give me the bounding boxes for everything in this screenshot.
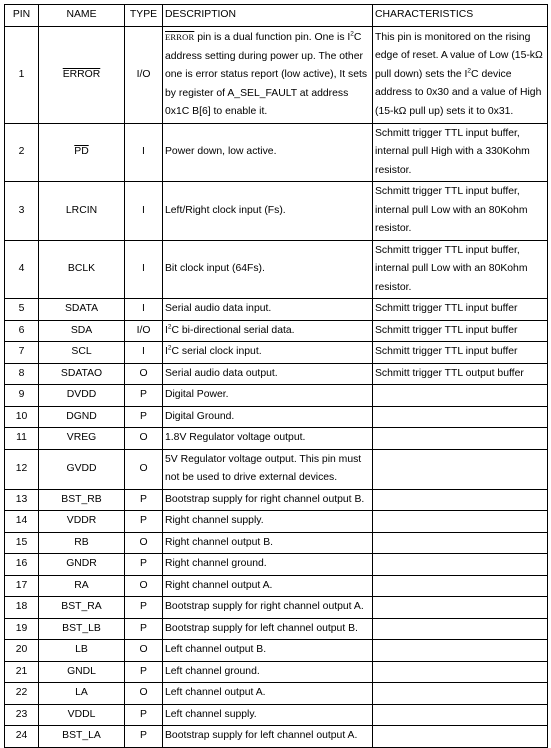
pin-type: P <box>125 554 163 576</box>
pin-number: 14 <box>5 511 39 533</box>
pin-type: P <box>125 661 163 683</box>
pin-description-table <box>4 4 548 748</box>
pin-characteristics <box>373 661 548 683</box>
table-row <box>5 704 548 726</box>
pin-description: Right channel output A. <box>163 575 373 597</box>
superscript: 2 <box>167 323 172 331</box>
pin-description: Bootstrap supply for left channel output B. <box>163 618 373 640</box>
pin-type: I/O <box>125 320 163 342</box>
pin-number: 12 <box>5 449 39 489</box>
error-signal-name: ERROR <box>165 32 195 42</box>
header-name: NAME <box>39 5 125 27</box>
pin-characteristics: Schmitt trigger TTL input buffer, internal pull Low with an 80Kohm resistor. <box>373 240 548 299</box>
pin-description: Right channel supply. <box>163 511 373 533</box>
table-row <box>5 554 548 576</box>
header-characteristics: CHARACTERISTICS <box>373 5 548 27</box>
table-row <box>5 299 548 321</box>
table-row <box>5 661 548 683</box>
pin-name <box>39 123 125 182</box>
pin-number: 17 <box>5 575 39 597</box>
description-text: I <box>165 346 168 357</box>
pin-description: 5V Regulator voltage output. This pin must not be used to drive external devices. <box>163 449 373 489</box>
table-row <box>5 597 548 619</box>
pin-number: 11 <box>5 428 39 450</box>
pin-type: O <box>125 428 163 450</box>
table-row <box>5 363 548 385</box>
pin-description: Bit clock input (64Fs). <box>163 240 373 299</box>
pin-number: 7 <box>5 342 39 364</box>
characteristics-text: This pin is monitored on the rising edge of reset. A value of Low (15-kΩ pull down) sets the I <box>375 31 543 80</box>
pin-type: I <box>125 240 163 299</box>
pin-name: GNDL <box>39 661 125 683</box>
header-description: DESCRIPTION <box>163 5 373 27</box>
table-row <box>5 240 548 299</box>
pin-description: Left channel output A. <box>163 683 373 705</box>
pin-description <box>163 27 373 124</box>
pin-description: Left channel output B. <box>163 640 373 662</box>
pin-characteristics <box>373 618 548 640</box>
pin-number: 2 <box>5 123 39 182</box>
pin-type: I <box>125 123 163 182</box>
pin-description: Left channel ground. <box>163 661 373 683</box>
pin-characteristics <box>373 385 548 407</box>
pin-name: LA <box>39 683 125 705</box>
pin-characteristics: Schmitt trigger TTL input buffer, internal pull Low with an 80Kohm resistor. <box>373 182 548 241</box>
pin-name: RA <box>39 575 125 597</box>
superscript: 2 <box>467 67 472 75</box>
pin-characteristics <box>373 597 548 619</box>
pin-type: P <box>125 704 163 726</box>
pin-description: 1.8V Regulator voltage output. <box>163 428 373 450</box>
pin-description: Right channel output B. <box>163 532 373 554</box>
pin-type: I/O <box>125 27 163 124</box>
table-row <box>5 683 548 705</box>
pin-characteristics: Schmitt trigger TTL input buffer, internal pull High with a 330Kohm resistor. <box>373 123 548 182</box>
pin-name: BST_RA <box>39 597 125 619</box>
pin-type: O <box>125 640 163 662</box>
pin-number: 23 <box>5 704 39 726</box>
pin-characteristics <box>373 27 548 124</box>
pin-description: Bootstrap supply for right channel output A. <box>163 597 373 619</box>
pin-characteristics <box>373 683 548 705</box>
pin-characteristics <box>373 532 548 554</box>
description-text: C bi-directional serial data. <box>171 324 295 336</box>
pin-type: O <box>125 363 163 385</box>
pin-number: 19 <box>5 618 39 640</box>
pin-name: BST_LA <box>39 726 125 748</box>
pin-name: SDATAO <box>39 363 125 385</box>
table-row <box>5 342 548 364</box>
pin-characteristics <box>373 428 548 450</box>
pin-name: RB <box>39 532 125 554</box>
pin-name: LB <box>39 640 125 662</box>
header-type: TYPE <box>125 5 163 27</box>
pin-name: DGND <box>39 406 125 428</box>
table-row <box>5 428 548 450</box>
pin-description: Right channel ground. <box>163 554 373 576</box>
pin-number: 10 <box>5 406 39 428</box>
description-text: pin is a dual function pin. One is I <box>194 32 351 43</box>
pin-number: 15 <box>5 532 39 554</box>
pin-name <box>39 27 125 124</box>
pin-name: DVDD <box>39 385 125 407</box>
pin-characteristics <box>373 511 548 533</box>
pin-name: VREG <box>39 428 125 450</box>
pin-type: P <box>125 406 163 428</box>
pin-characteristics: Schmitt trigger TTL input buffer <box>373 342 548 364</box>
header-pin: PIN <box>5 5 39 27</box>
description-text: I <box>165 324 168 336</box>
pin-description: Digital Power. <box>163 385 373 407</box>
pin-number: 1 <box>5 27 39 124</box>
pin-characteristics <box>373 406 548 428</box>
table-row <box>5 182 548 241</box>
pin-name: SDA <box>39 320 125 342</box>
pin-type: P <box>125 597 163 619</box>
pin-name: VDDR <box>39 511 125 533</box>
pin-type: P <box>125 385 163 407</box>
pin-characteristics <box>373 449 548 489</box>
pin-characteristics: Schmitt trigger TTL output buffer <box>373 363 548 385</box>
pin-characteristics <box>373 640 548 662</box>
pin-description: Power down, low active. <box>163 123 373 182</box>
pin-type: P <box>125 511 163 533</box>
pin-type: O <box>125 532 163 554</box>
pin-description <box>163 342 373 364</box>
pin-number: 24 <box>5 726 39 748</box>
table-row <box>5 618 548 640</box>
pin-type: P <box>125 618 163 640</box>
pin-characteristics: Schmitt trigger TTL input buffer <box>373 320 548 342</box>
pin-name: GVDD <box>39 449 125 489</box>
table-row <box>5 640 548 662</box>
pin-number: 18 <box>5 597 39 619</box>
superscript: 2 <box>350 30 354 38</box>
pin-number: 20 <box>5 640 39 662</box>
table-row <box>5 449 548 489</box>
pin-name: SDATA <box>39 299 125 321</box>
pin-characteristics: Schmitt trigger TTL input buffer <box>373 299 548 321</box>
pin-type: P <box>125 489 163 511</box>
pin-characteristics <box>373 726 548 748</box>
table-row <box>5 511 548 533</box>
pin-number: 16 <box>5 554 39 576</box>
pin-name: VDDL <box>39 704 125 726</box>
pin-type: P <box>125 726 163 748</box>
table-row <box>5 406 548 428</box>
table-row <box>5 726 548 748</box>
pin-characteristics <box>373 489 548 511</box>
pin-number: 6 <box>5 320 39 342</box>
table-row <box>5 532 548 554</box>
pin-name: LRCIN <box>39 182 125 241</box>
pin-description: Bootstrap supply for left channel output A. <box>163 726 373 748</box>
pin-description: Serial audio data input. <box>163 299 373 321</box>
pin-type: O <box>125 575 163 597</box>
pin-name-text: $\overline{PD}$ <box>74 146 89 157</box>
pin-name: BST_LB <box>39 618 125 640</box>
table-row <box>5 385 548 407</box>
pin-name: BCLK <box>39 240 125 299</box>
pin-number: 4 <box>5 240 39 299</box>
pin-type: I <box>125 182 163 241</box>
characteristics-text: C device address to 0x30 and a value of High (15-kΩ pull up) sets it to 0x31. <box>375 68 542 117</box>
pin-characteristics <box>373 575 548 597</box>
pin-description: Left/Right clock input (Fs). <box>163 182 373 241</box>
pin-characteristics <box>373 554 548 576</box>
pin-number: 9 <box>5 385 39 407</box>
pin-name: BST_RB <box>39 489 125 511</box>
pin-characteristics <box>373 704 548 726</box>
table-row <box>5 123 548 182</box>
pin-description: Bootstrap supply for right channel output B. <box>163 489 373 511</box>
pin-type: I <box>125 299 163 321</box>
table-row <box>5 320 548 342</box>
pin-name-text: ERROR <box>62 68 101 80</box>
description-text: C serial clock input. <box>171 346 262 357</box>
description-text: C address setting during power up. The other one is error status report (low active), It sets by register of A_SEL_FAULT at address 0x1C B[6] to enable it. <box>165 32 368 117</box>
pin-type: O <box>125 449 163 489</box>
pin-name: GNDR <box>39 554 125 576</box>
pin-number: 13 <box>5 489 39 511</box>
pin-number: 22 <box>5 683 39 705</box>
table-header-row <box>5 5 548 27</box>
pin-number: 3 <box>5 182 39 241</box>
pin-description: Left channel supply. <box>163 704 373 726</box>
pin-description <box>163 320 373 342</box>
pin-description: Digital Ground. <box>163 406 373 428</box>
pin-number: 21 <box>5 661 39 683</box>
pin-type: I <box>125 342 163 364</box>
pin-number: 5 <box>5 299 39 321</box>
pin-description: Serial audio data output. <box>163 363 373 385</box>
superscript: 2 <box>167 344 172 352</box>
table-row <box>5 575 548 597</box>
pin-number: 8 <box>5 363 39 385</box>
pin-name: SCL <box>39 342 125 364</box>
table-row <box>5 27 548 124</box>
table-row <box>5 489 548 511</box>
pin-type: O <box>125 683 163 705</box>
